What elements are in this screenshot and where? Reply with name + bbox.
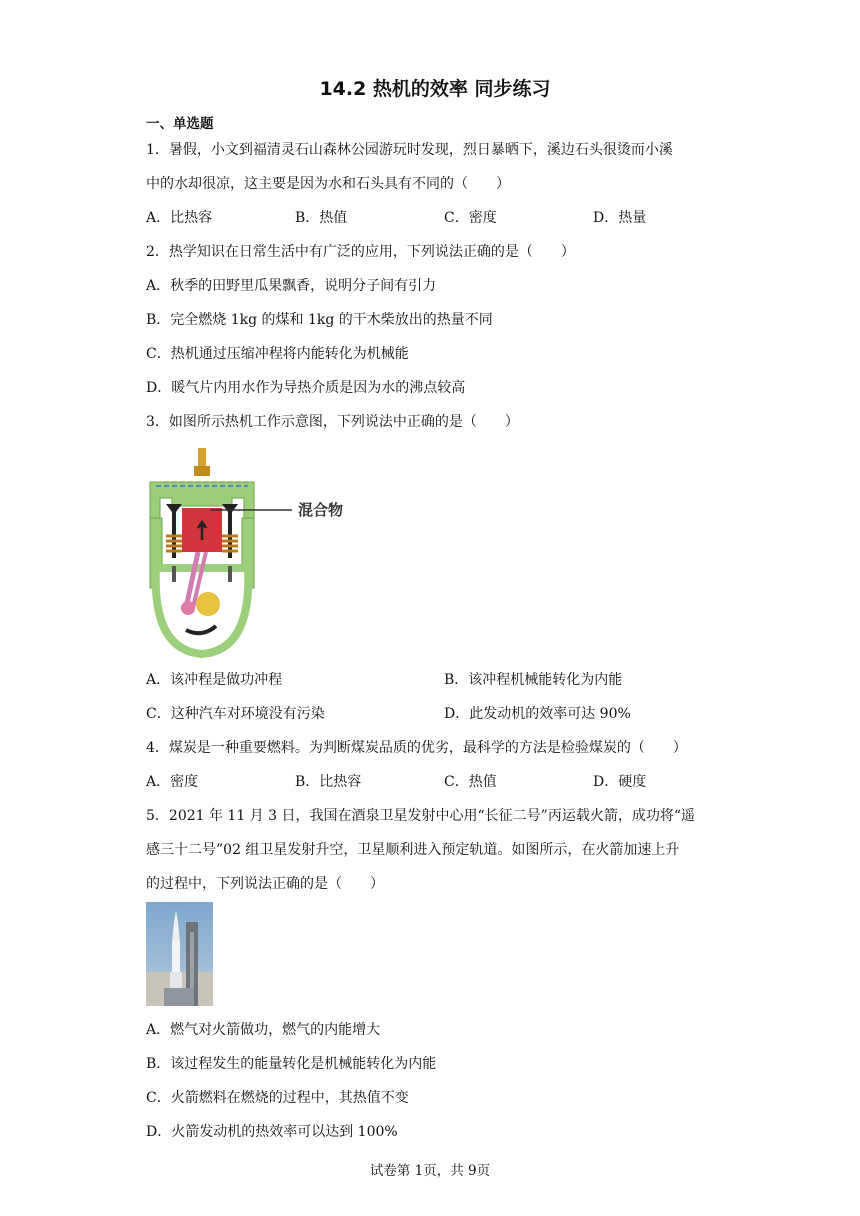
question-1-line-1: 1．暑假，小文到福清灵石山森林公园游玩时发现，烈日暴晒下，溪边石头很烫而小溪	[146, 142, 673, 158]
section-heading: 一、单选题	[146, 116, 214, 132]
crankshaft-icon	[196, 592, 220, 616]
engine-diagram	[146, 440, 366, 660]
question-1-option-c[interactable]: C．密度	[444, 210, 497, 226]
question-5-line-3: 的过程中，下列说法正确的是（ ）	[146, 876, 384, 892]
rocket-launch-photo	[146, 902, 213, 1006]
question-4-option-b[interactable]: B．比热容	[295, 774, 362, 790]
question-5-option-b[interactable]: B．该过程发生的能量转化是机械能转化为内能	[146, 1056, 437, 1072]
question-5-option-a[interactable]: A．燃气对火箭做功，燃气的内能增大	[146, 1022, 381, 1038]
question-4-line-1: 4．煤炭是一种重要燃料。为判断煤炭品质的优劣，最科学的方法是检验煤炭的（ ）	[146, 740, 687, 756]
question-5-option-c[interactable]: C．火箭燃料在燃烧的过程中，其热值不变	[146, 1090, 409, 1106]
question-1-option-d[interactable]: D．热量	[593, 210, 647, 226]
figure-label: 混合物	[298, 501, 344, 519]
page-footer: 试卷第 1页，共 9页	[369, 1163, 491, 1179]
question-2-option-a[interactable]: A．秋季的田野里瓜果飘香，说明分子间有引力	[146, 278, 437, 294]
question-1-option-b[interactable]: B．热值	[295, 210, 348, 226]
question-3-line-1: 3．如图所示热机工作示意图，下列说法中正确的是（ ）	[146, 414, 519, 430]
question-2-line-1: 2．热学知识在日常生活中有广泛的应用，下列说法正确的是（ ）	[146, 244, 575, 260]
question-2-option-b[interactable]: B．完全燃烧 1kg 的煤和 1kg 的干木柴放出的热量不同	[146, 312, 493, 328]
question-3-option-d[interactable]: D．此发动机的效率可达 90%	[444, 706, 631, 722]
question-3-option-c[interactable]: C．这种汽车对环境没有污染	[146, 706, 325, 722]
page-title: 14.2 热机的效率 同步练习	[319, 78, 551, 100]
question-5-line-1: 5．2021 年 11 月 3 日，我国在酒泉卫星发射中心用“长征二号”丙运载火箭，成功将“遥	[146, 808, 695, 824]
question-5-line-2: 感三十二号”02 组卫星发射升空，卫星顺利进入预定轨道。如图所示，在火箭加速上升	[146, 842, 680, 858]
spark-plug-icon	[198, 448, 206, 468]
question-2-option-c[interactable]: C．热机通过压缩冲程将内能转化为机械能	[146, 346, 409, 362]
question-3-option-b[interactable]: B．该冲程机械能转化为内能	[444, 672, 623, 688]
question-2-option-d[interactable]: D．暖气片内用水作为导热介质是因为水的沸点较高	[146, 380, 466, 396]
question-1-option-a[interactable]: A．比热容	[146, 210, 213, 226]
question-4-option-d[interactable]: D．硬度	[593, 774, 647, 790]
question-5-option-d[interactable]: D．火箭发动机的热效率可以达到 100%	[146, 1124, 398, 1140]
question-1-line-2: 中的水却很凉，这主要是因为水和石头具有不同的（ ）	[146, 176, 510, 192]
question-4-option-a[interactable]: A．密度	[146, 774, 199, 790]
question-3-option-a[interactable]: A．该冲程是做功冲程	[146, 672, 283, 688]
question-4-option-c[interactable]: C．热值	[444, 774, 497, 790]
